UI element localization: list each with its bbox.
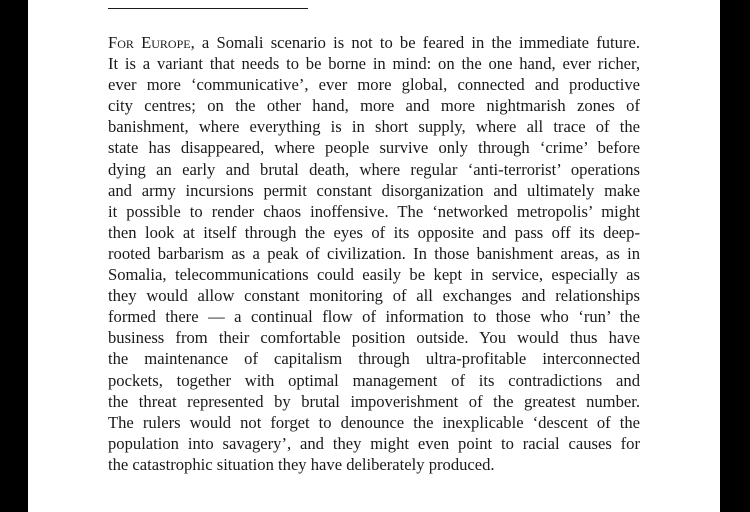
book-page <box>28 0 720 512</box>
small-caps-lead-in: For Europe, <box>108 33 195 52</box>
paragraph-line: ever more ‘communicative’, ever more global, connected and productive <box>108 75 640 95</box>
paragraph-line: population into savagery’, and they might even point to racial causes for <box>108 433 640 453</box>
paragraph-line: it possible to render chaos inoffensive. The ‘networked metropolis’ might <box>108 201 640 221</box>
paragraph-line: banishment, where everything is in short supply, where all trace of the <box>108 117 640 137</box>
paragraph-line: city centres; on the other hand, more and more nightmarish zones of <box>108 96 640 116</box>
paragraph-line: Somalia, telecommunications could easily be kept in service, especially as <box>108 265 640 285</box>
paragraph-line: the catastrophic situation they have deliberately produced. <box>108 454 495 474</box>
paragraph-line: rooted barbarism as a peak of civilization. In those banishment areas, as in <box>108 243 640 263</box>
paragraph-line: business from their comfortable position outside. You would thus have <box>108 328 640 348</box>
paragraph-line: the threat represented by brutal impoverishment of the greatest number. <box>108 391 640 411</box>
body-paragraph <box>108 32 640 475</box>
paragraph-line: then look at itself through the eyes of its opposite and pass off its deep- <box>108 222 640 242</box>
paragraph-line: formed there — a continual flow of information to those who ‘run’ the <box>108 307 640 327</box>
paragraph-line: pockets, together with optimal management of its contradictions and <box>108 370 640 390</box>
paragraph-line: The rulers would not forget to denounce the inexplicable ‘descent of the <box>108 412 640 432</box>
paragraph-line: For Europe, a Somali scenario is not to be feared in the immediate future. <box>108 33 640 52</box>
paragraph-line: they would allow constant monitoring of all exchanges and relationships <box>108 286 640 306</box>
paragraph-line: dying an early and brutal death, where regular ‘anti-terrorist’ operations <box>108 159 640 179</box>
section-divider-rule <box>108 8 308 9</box>
paragraph-line: It is a variant that needs to be borne in mind: on the one hand, ever richer, <box>108 54 640 74</box>
paragraph-line: and army incursions permit constant disorganization and ultimately make <box>108 180 640 200</box>
paragraph-line: state has disappeared, where people survive only through ‘crime’ before <box>108 138 640 158</box>
paragraph-line: the maintenance of capitalism through ultra-profitable interconnected <box>108 349 640 369</box>
